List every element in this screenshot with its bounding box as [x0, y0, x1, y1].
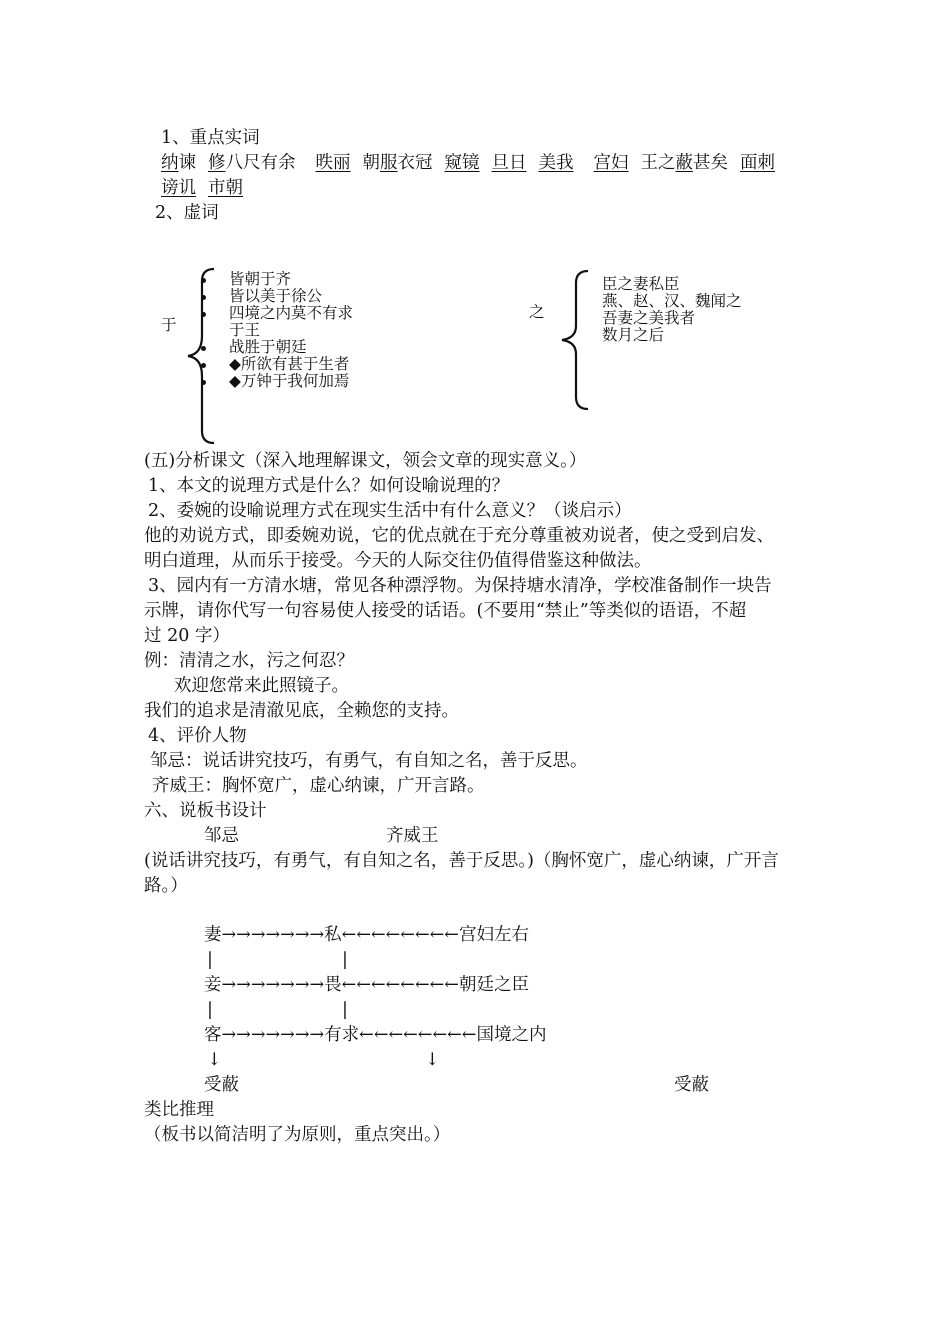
row-right: 宫妇左右 [458, 925, 529, 945]
right-arrows: →→→→→→→ [221, 1025, 325, 1045]
section-five-heading: (五)分析课文（深入地理解课文，领会文章的现实意义。） [144, 451, 587, 471]
question-4: 4、评价人物 [148, 726, 247, 746]
bullet-dot [201, 363, 206, 368]
left-arrows: ←←←←←←←← [359, 1025, 477, 1045]
row-left: 妾 [204, 975, 222, 995]
left-arrows: ←←←←←←←← [341, 975, 459, 995]
right-arrows: →→→→→→→ [221, 975, 325, 995]
word-chao: 朝 [362, 153, 380, 173]
yu-item: 皆以美于徐公 [229, 287, 323, 305]
heading-function-words: 2、虚词 [155, 203, 219, 223]
word-na: 纳 [161, 153, 179, 173]
connector-bar: | [207, 1000, 213, 1020]
result-left: 受蔽 [204, 1075, 239, 1095]
word-fu: 服 [380, 153, 398, 173]
row-left: 妻 [204, 925, 222, 945]
bullet-dot [201, 346, 206, 351]
diagram-row-3 [204, 1024, 546, 1046]
word-kuijing: 窥镜 [444, 153, 480, 173]
key-words-row-2 [161, 177, 243, 199]
yu-item: ◆所欲有甚于生者 [229, 355, 350, 373]
zhi-item: 臣之妻私臣 [602, 275, 680, 293]
row-mid: 有求 [324, 1025, 360, 1045]
word-shichao: 市朝 [208, 178, 243, 198]
word-meiwo: 美我 [538, 153, 574, 173]
zhi-item: 数月之后 [602, 326, 665, 344]
name-zouji: 邹忌 [204, 826, 239, 846]
word-shenyi: 甚矣 [693, 153, 728, 173]
yu-brace [182, 266, 222, 446]
result-right: 受蔽 [674, 1075, 709, 1095]
word-jian: 谏 [178, 153, 196, 173]
zhi-brace [556, 268, 596, 412]
description-line-1: (说话讲究技巧，有勇气，有自知之名，善于反思。)（胸怀宽广，虚心纳谏，广开言 [144, 851, 779, 871]
word-yili: 昳丽 [315, 153, 351, 173]
down-arrow-icon: ↓ [207, 1050, 222, 1070]
question-1: 1、本文的说理方式是什么？如何设喻说理的？ [148, 476, 510, 496]
heading-key-words: 1、重点实词 [161, 128, 260, 148]
qiwei-evaluation: 齐威王：胸怀宽广，虚心纳谏，广开言路。 [152, 776, 485, 796]
board-note: （板书以简洁明了为原则，重点突出。） [144, 1125, 451, 1145]
word-danri: 旦日 [491, 153, 527, 173]
diagram-row-2 [204, 974, 529, 996]
question-2: 2、委婉的设喻说理方式在现实生活中有什么意义？（谈启示） [148, 501, 632, 521]
reasoning-method: 类比推理 [144, 1100, 214, 1120]
example-1: 例：清清之水，污之何忍？ [144, 651, 354, 671]
word-wangzhi: 王之 [640, 153, 676, 173]
yu-item: 于王 [229, 321, 261, 339]
connector-bar: | [342, 950, 348, 970]
question-3-line-3: 过 20 字） [144, 626, 230, 646]
word-bangji: 谤讥 [161, 178, 196, 198]
word-bachi: 八尺有余 [225, 153, 296, 173]
word-yiguan: 衣冠 [397, 153, 433, 173]
yu-label: 于 [161, 316, 177, 334]
diagram-row-1 [204, 924, 529, 946]
down-arrow-icon: ↓ [425, 1050, 440, 1070]
word-bi: 蔽 [675, 153, 693, 173]
connector-bar: | [342, 1000, 348, 1020]
question-3-line-1: 3、园内有一方清水塘，常见各种漂浮物。为保持塘水清净，学校准备制作一块告 [148, 576, 772, 596]
description-line-2: 路。） [144, 876, 188, 896]
right-arrows: →→→→→→→ [221, 925, 325, 945]
answer-2-line-1: 他的劝说方式，即委婉劝说，它的优点就在于充分尊重被劝说者，使之受到启发、 [144, 526, 774, 546]
zouji-evaluation: 邹忌：说话讲究技巧，有勇气，有自知之名，善于反思。 [150, 751, 588, 771]
row-mid: 畏 [324, 975, 342, 995]
name-qiweiwang: 齐威王 [386, 826, 439, 846]
bullet-dot [201, 295, 206, 300]
word-mianci: 面刺 [740, 153, 775, 173]
section-six-heading: 六、说板书设计 [144, 801, 267, 821]
question-3-line-2: 示牌，请你代写一句容易使人接受的话语。(不要用“禁止”等类似的语语，不超 [144, 601, 747, 621]
word-gongfu: 宫妇 [593, 153, 629, 173]
zhi-label: 之 [529, 303, 545, 321]
row-mid: 私 [324, 925, 342, 945]
bullet-dot [201, 278, 206, 283]
yu-item: 皆朝于齐 [229, 270, 292, 288]
zhi-item: 吾妻之美我者 [602, 309, 696, 327]
yu-item: 四境之内莫不有求 [229, 304, 354, 322]
row-right: 朝廷之臣 [458, 975, 529, 995]
example-3: 我们的追求是清澈见底，全赖您的支持。 [144, 701, 459, 721]
connector-bar: | [207, 950, 213, 970]
example-2: 欢迎您常来此照镜子。 [174, 676, 349, 696]
row-left: 客 [204, 1025, 222, 1045]
row-right: 国境之内 [476, 1025, 547, 1045]
yu-item: ◆万钟于我何加焉 [229, 372, 350, 390]
bullet-dot [201, 380, 206, 385]
bullet-dot [201, 312, 206, 317]
key-words-row-1 [161, 152, 775, 174]
yu-item: 战胜于朝廷 [229, 338, 307, 356]
answer-2-line-2: 明白道理，从而乐于接受。今天的人际交往仍值得借鉴这种做法。 [144, 551, 652, 571]
word-xiu: 修 [208, 153, 226, 173]
left-arrows: ←←←←←←←← [341, 925, 459, 945]
zhi-item: 燕、赵、汉、魏闻之 [602, 292, 742, 310]
